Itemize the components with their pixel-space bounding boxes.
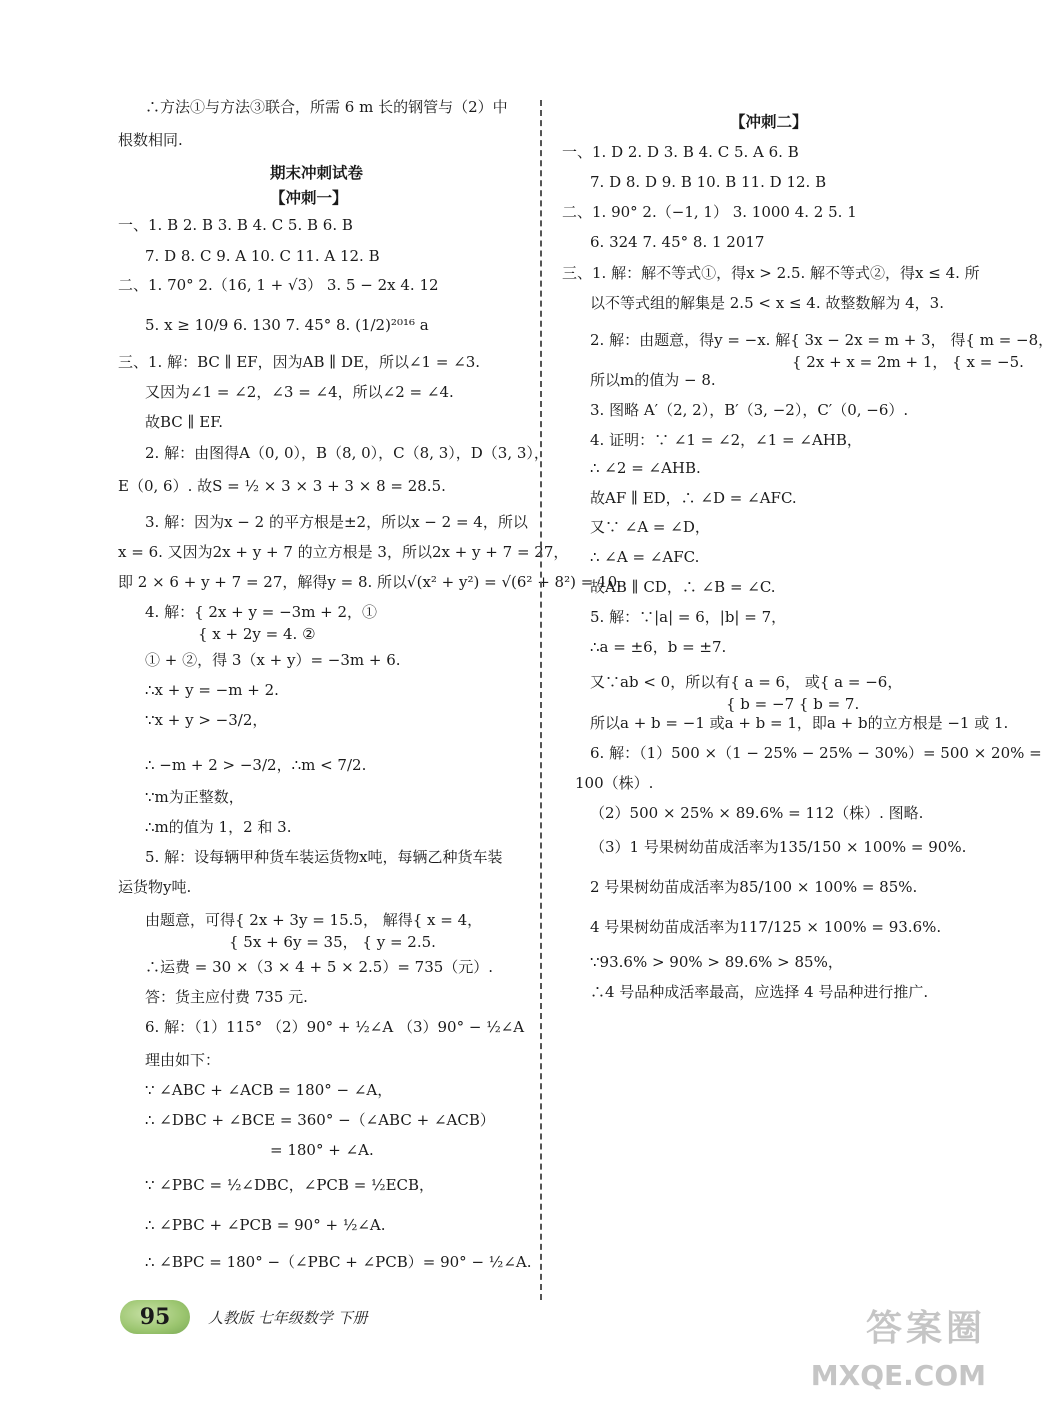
answer-line: 又∵ ∠A = ∠D， xyxy=(590,518,710,536)
answer-line: 由题意，可得{ 2x + 3y = 15.5， 解得{ x = 4， xyxy=(145,911,483,929)
answer-line: 4. 解：{ 2x + y = −3m + 2，① xyxy=(145,603,378,621)
answer-line: 又∵ab < 0，所以有{ a = 6， 或{ a = −6， xyxy=(590,673,903,691)
answer-line: 【冲刺一】 xyxy=(270,188,348,207)
page-number: 95 xyxy=(120,1300,190,1334)
footer-book-info: 人教版 七年级数学 下册 xyxy=(208,1308,368,1327)
answer-line: ∵ ∠ABC + ∠ACB = 180° − ∠A， xyxy=(145,1081,393,1099)
answer-line: ∵ ∠PBC = ½∠DBC，∠PCB = ½ECB， xyxy=(145,1176,435,1194)
watermark-logo: 答案圈 xyxy=(865,1308,986,1349)
answer-line: 所以a + b = −1 或a + b = 1，即a + b的立方根是 −1 或 1. xyxy=(590,714,1009,732)
answer-line: 一、1. D 2. D 3. B 4. C 5. A 6. B xyxy=(562,143,799,161)
answer-line: ∴x + y = −m + 2. xyxy=(145,681,279,699)
answer-line: 7. D 8. C 9. A 10. C 11. A 12. B xyxy=(145,247,380,265)
answer-line: { b = −7 { b = 7. xyxy=(726,695,860,713)
page-footer xyxy=(120,1300,368,1334)
answer-line: 理由如下： xyxy=(145,1051,221,1069)
answer-line: 二、1. 90° 2.（−1, 1） 3. 1000 4. 2 5. 1 xyxy=(562,203,857,221)
answer-line: = 180° + ∠A. xyxy=(270,1141,374,1159)
answer-line: 3. 解：因为x − 2 的平方根是±2，所以x − 2 = 4，所以 xyxy=(145,513,528,531)
answer-line: ∴ ∠BPC = 180° −（∠PBC + ∠PCB）= 90° − ½∠A. xyxy=(145,1253,532,1271)
answer-line: 3. 图略 A′（2, 2），B′（3, −2），C′（0, −6）. xyxy=(590,401,909,419)
answer-line: （2）500 × 25% × 89.6% = 112（株）. 图略. xyxy=(590,804,924,822)
answer-line: { 5x + 6y = 35， { y = 2.5. xyxy=(229,933,436,951)
answer-line: ∵x + y > −3/2， xyxy=(145,711,268,729)
answer-line: 故BC ∥ EF. xyxy=(145,413,224,431)
answer-line: （3）1 号果树幼苗成活率为135/150 × 100% = 90%. xyxy=(590,838,967,856)
answer-line: 【冲刺二】 xyxy=(730,112,808,131)
answer-line: 5. x ≥ 10/9 6. 130 7. 45° 8. (1/2)²⁰¹⁶ a xyxy=(145,316,429,334)
answer-line: { x + 2y = 4. ② xyxy=(198,625,316,643)
column-divider xyxy=(540,100,542,1300)
answer-line: 6. 解：（1）500 ×（1 − 25% − 25% − 30%）= 500 × 20% = xyxy=(590,744,1042,762)
answer-line: 2. 解：由题意，得y = −x. 解{ 3x − 2x = m + 3， 得{ m = −8， xyxy=(590,331,1053,349)
answer-line: 100（株）. xyxy=(575,774,654,792)
answer-line: E（0, 6）. 故S = ½ × 3 × 3 + 3 × 8 = 28.5. xyxy=(118,477,446,495)
answer-line: 4 号果树幼苗成活率为117/125 × 100% = 93.6%. xyxy=(590,918,942,936)
answer-line: 故AF ∥ ED，∴ ∠D = ∠AFC. xyxy=(590,489,797,507)
answer-line: 运货物y吨. xyxy=(118,878,192,896)
answer-line: 5. 解：∵|a| = 6，|b| = 7， xyxy=(590,608,787,626)
answer-line: ∴方法①与方法③联合，所需 6 m 长的钢管与（2）中 xyxy=(145,98,508,116)
answer-line: ∴ −m + 2 > −3/2，∴m < 7/2. xyxy=(145,756,367,774)
watermark xyxy=(796,1300,986,1392)
answer-line: 答：货主应付费 735 元. xyxy=(145,988,308,1006)
answer-line: 7. D 8. D 9. B 10. B 11. D 12. B xyxy=(590,173,827,191)
answer-line: 即 2 × 6 + y + 7 = 27，解得y = 8. 所以√(x² + y²) = √(6² + 8²) = 10. xyxy=(118,573,622,591)
answer-line: 2 号果树幼苗成活率为85/100 × 100% = 85%. xyxy=(590,878,918,896)
answer-line: 6. 324 7. 45° 8. 1 2017 xyxy=(590,233,765,251)
answer-line: 2. 解：由图得A（0, 0），B（8, 0），C（8, 3），D（3, 3）， xyxy=(145,444,549,462)
answer-line: 一、1. B 2. B 3. B 4. C 5. B 6. B xyxy=(118,216,353,234)
answer-line: ∴m的值为 1，2 和 3. xyxy=(145,818,292,836)
answer-line: 5. 解：设每辆甲种货车装运货物x吨，每辆乙种货车装 xyxy=(145,848,503,866)
answer-line: ∴4 号品种成活率最高，应选择 4 号品种进行推广. xyxy=(590,983,929,1001)
answer-line: ∵93.6% > 90% > 89.6% > 85%， xyxy=(590,953,843,971)
answer-line: 4. 证明：∵ ∠1 = ∠2，∠1 = ∠AHB， xyxy=(590,431,862,449)
answer-line: 所以m的值为 − 8. xyxy=(590,371,716,389)
answer-line: 二、1. 70° 2.（16, 1 + √3） 3. 5 − 2x 4. 12 xyxy=(118,276,439,294)
answer-line: 根数相同. xyxy=(118,131,183,149)
watermark-site: MXQE.COM xyxy=(810,1359,986,1392)
answer-line: 三、1. 解：解不等式①，得x > 2.5. 解不等式②，得x ≤ 4. 所 xyxy=(562,264,980,282)
answer-line: ∴ ∠2 = ∠AHB. xyxy=(590,459,701,477)
answer-line: 6. 解：（1）115° （2）90° + ½∠A （3）90° − ½∠A xyxy=(145,1018,525,1036)
answer-line: 期末冲刺试卷 xyxy=(270,163,364,182)
answer-line: 故AB ∥ CD，∴ ∠B = ∠C. xyxy=(590,578,776,596)
answer-line: 又因为∠1 = ∠2，∠3 = ∠4，所以∠2 = ∠4. xyxy=(145,383,454,401)
answer-line: 以不等式组的解集是 2.5 < x ≤ 4. 故整数解为 4，3. xyxy=(590,294,944,312)
answer-line: 三、1. 解：BC ∥ EF，因为AB ∥ DE，所以∠1 = ∠3. xyxy=(118,353,481,371)
answer-line: ∴ ∠A = ∠AFC. xyxy=(590,548,700,566)
answer-line: { 2x + x = 2m + 1， { x = −5. xyxy=(792,353,1024,371)
answer-line: ∴运费 = 30 ×（3 × 4 + 5 × 2.5）= 735（元）. xyxy=(145,958,494,976)
answer-line: x = 6. 又因为2x + y + 7 的立方根是 3，所以2x + y + 7 = 27， xyxy=(118,543,569,561)
answer-line: ∴ ∠DBC + ∠BCE = 360° −（∠ABC + ∠ACB） xyxy=(145,1111,495,1129)
answer-line: ① + ②，得 3（x + y）= −3m + 6. xyxy=(145,651,401,669)
answer-line: ∴a = ±6，b = ±7. xyxy=(590,638,727,656)
answer-line: ∴ ∠PBC + ∠PCB = 90° + ½∠A. xyxy=(145,1216,386,1234)
answer-line: ∵m为正整数， xyxy=(145,788,244,806)
